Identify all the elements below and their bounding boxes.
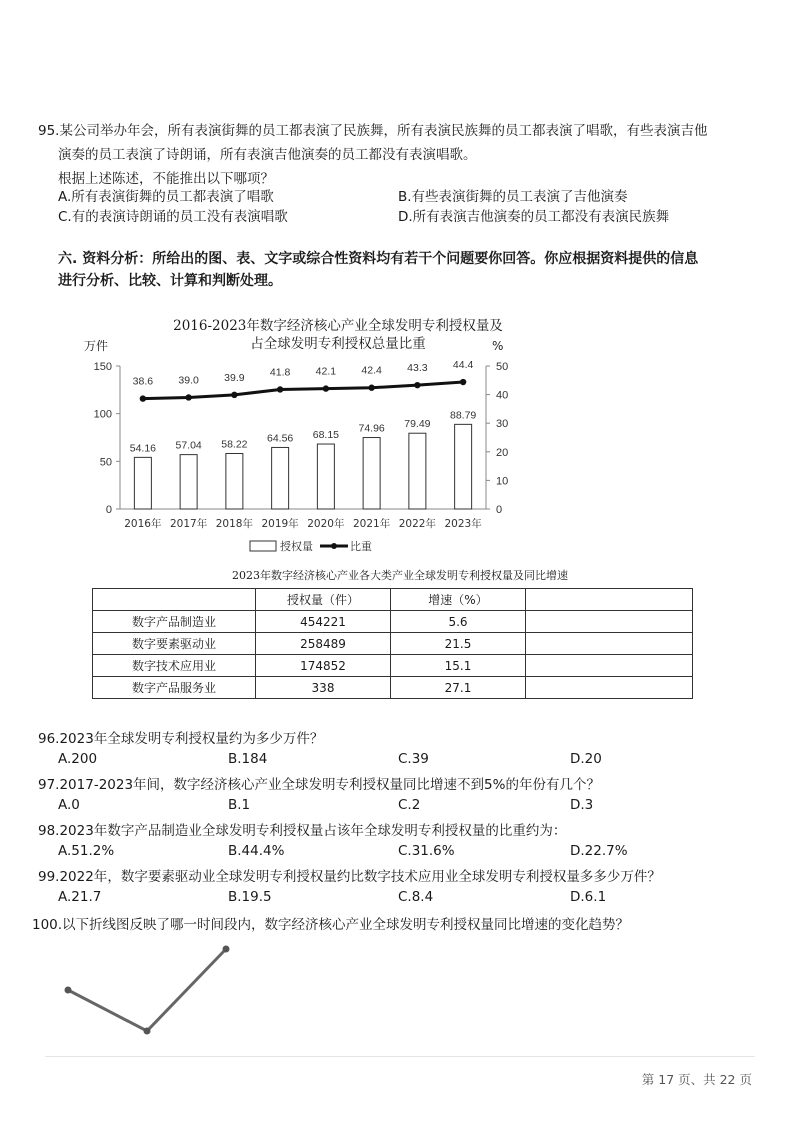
table-cell (526, 633, 693, 655)
bar-value-label: 88.79 (449, 409, 477, 422)
bar-series (134, 424, 471, 509)
legend-line-marker (331, 543, 337, 549)
footer-divider (45, 1056, 755, 1057)
table-cell (526, 611, 693, 633)
q97-option-b[interactable]: B.1 (228, 797, 251, 813)
section-6-heading-line1: 六. 资料分析：所给出的图、表、文字或综合性资料均有若干个问题要你回答。你应根据资料提供的信息 (58, 251, 699, 267)
bar (409, 433, 426, 509)
line-value-label: 39.0 (178, 374, 199, 387)
q99-option-b[interactable]: B.19.5 (228, 889, 272, 905)
sketch-point (223, 946, 230, 953)
table-header-cell (93, 589, 256, 611)
x-tick-label: 2022年 (398, 518, 436, 530)
line-value-label: 38.6 (132, 375, 154, 388)
x-tick-label: 2017年 (170, 518, 208, 530)
table-cell: 21.5 (391, 633, 526, 655)
table-cell (526, 677, 693, 699)
q95-stem-line1: 95.某公司举办年会，所有表演街舞的员工都表演了民族舞，所有表演民族舞的员工都表演了唱歌，有些表演吉他 (38, 123, 708, 139)
table-cell (526, 655, 693, 677)
table-row (93, 611, 693, 633)
table-cell: 数字产品服务业 (93, 677, 256, 699)
line-point (414, 382, 420, 388)
q100-stem: 100.以下折线图反映了哪一时间段内，数字经济核心产业全球发明专利授权量同比增速的变化趋势？ (32, 917, 630, 933)
x-tick-label: 2018年 (215, 518, 253, 530)
chart-legend (250, 539, 372, 553)
bar-value-label: 58.22 (221, 438, 248, 451)
patent-bar-line-chart (60, 308, 540, 558)
x-tick-label: 2019年 (261, 518, 299, 530)
left-tick-label: 50 (99, 456, 112, 469)
bar (180, 455, 197, 509)
bar (317, 444, 334, 509)
bar (226, 453, 243, 509)
bar (272, 447, 289, 509)
line-value-label: 43.3 (407, 362, 428, 375)
q98-option-c[interactable]: C.31.6% (398, 843, 455, 859)
q96-option-a[interactable]: A.200 (58, 751, 98, 767)
line-point (460, 379, 466, 385)
bar-value-label: 68.15 (312, 429, 340, 442)
q95-option-a[interactable]: A.所有表演街舞的员工都表演了唱歌 (58, 189, 274, 205)
bar-value-label: 74.96 (358, 422, 385, 435)
q97-option-d[interactable]: D.3 (570, 797, 594, 813)
bar-value-label: 79.49 (404, 418, 431, 431)
chart-title-line2: 占全球发明专利授权总量比重 (250, 336, 426, 352)
bar (363, 438, 380, 509)
line-point (277, 386, 283, 392)
table-header-row (93, 589, 693, 611)
table-cell: 数字要素驱动业 (93, 633, 256, 655)
x-tick-label: 2016年 (124, 518, 162, 530)
x-tick-label: 2021年 (353, 518, 391, 530)
q99-option-c[interactable]: C.8.4 (398, 889, 434, 905)
right-tick-label: 40 (496, 389, 509, 402)
q98-option-d[interactable]: D.22.7% (570, 843, 628, 859)
table-cell: 数字产品制造业 (93, 611, 256, 633)
bar (134, 457, 151, 509)
q95-question: 根据上述陈述，不能推出以下哪项？ (58, 171, 274, 187)
q99-option-a[interactable]: A.21.7 (58, 889, 102, 905)
q99-option-d[interactable]: D.6.1 (570, 889, 607, 905)
table-row (93, 655, 693, 677)
q98-option-b[interactable]: B.44.4% (228, 843, 285, 859)
legend-bar-swatch (250, 541, 276, 551)
q97-option-a[interactable]: A.0 (58, 797, 80, 813)
legend-bar-label: 授权量 (280, 540, 313, 553)
table-row (93, 633, 693, 655)
q95-option-b[interactable]: B.有些表演街舞的员工表演了吉他演奏 (398, 189, 628, 205)
q96-option-c[interactable]: C.39 (398, 751, 429, 767)
page-number: 第 17 页、共 22 页 (641, 1072, 752, 1087)
bar-value-label: 54.16 (129, 442, 157, 455)
right-tick-label: 20 (496, 446, 509, 459)
line-value-label: 44.4 (452, 359, 474, 372)
line-value-label: 42.1 (315, 365, 337, 378)
sketch-point (144, 1028, 151, 1035)
q96-option-d[interactable]: D.20 (570, 751, 602, 767)
bar-value-label: 64.56 (266, 432, 294, 445)
q99-stem: 99.2022年，数字要素驱动业全球发明专利授权量约比数字技术应用业全球发明专利授权量多多少万件？ (38, 869, 661, 885)
table-cell: 5.6 (391, 611, 526, 633)
q95-option-c[interactable]: C.有的表演诗朗诵的员工没有表演唱歌 (58, 209, 288, 225)
x-tick-label: 2023年 (444, 518, 482, 530)
q97-stem: 97.2017-2023年间，数字经济核心产业全球发明专利授权量同比增速不到5%的年份有几个？ (38, 777, 600, 793)
sketch-line (68, 949, 226, 1031)
bar (455, 424, 472, 509)
line-point (231, 392, 237, 398)
q96-stem: 96.2023年全球发明专利授权量约为多少万件？ (38, 731, 324, 747)
left-axis-unit: 万件 (84, 339, 109, 353)
q98-stem: 98.2023年数字产品制造业全球发明专利授权量占该年全球发明专利授权量的比重约为： (38, 823, 567, 839)
left-tick-label: 100 (93, 408, 112, 421)
industry-table (92, 588, 693, 699)
q98-option-a[interactable]: A.51.2% (58, 843, 115, 859)
table-header-cell: 授权量（件） (256, 589, 391, 611)
line-point (185, 394, 191, 400)
table-cell: 454221 (256, 611, 391, 633)
q95-option-d[interactable]: D.所有表演吉他演奏的员工都没有表演民族舞 (398, 209, 670, 225)
table-cell: 27.1 (391, 677, 526, 699)
q100-sketch-line-chart (50, 935, 250, 1045)
q97-option-c[interactable]: C.2 (398, 797, 421, 813)
q96-option-b[interactable]: B.184 (228, 751, 268, 767)
right-axis-unit: % (492, 339, 504, 353)
q95-stem-line2: 演奏的员工表演了诗朗诵，所有表演吉他演奏的员工都没有表演唱歌。 (58, 147, 477, 163)
line-point (368, 385, 374, 391)
table-cell: 338 (256, 677, 391, 699)
legend-line-label: 比重 (350, 540, 372, 553)
sketch-point (65, 987, 72, 994)
line-point (140, 395, 146, 401)
left-tick-label: 150 (93, 361, 112, 373)
line-value-label: 42.4 (361, 364, 382, 377)
bar-value-label: 57.04 (175, 439, 202, 452)
line-point (323, 385, 329, 391)
line-value-label: 39.9 (224, 371, 245, 384)
table-cell: 15.1 (391, 655, 526, 677)
right-tick-label: 30 (496, 418, 509, 431)
table-header-cell: 增速（%） (391, 589, 526, 611)
table-cell: 174852 (256, 655, 391, 677)
table-title: 2023年数字经济核心产业各大类产业全球发明专利授权量及同比增速 (232, 569, 568, 582)
table-row (93, 677, 693, 699)
line-value-label: 41.8 (269, 366, 291, 379)
right-tick-label: 0 (496, 504, 503, 516)
x-tick-label: 2020年 (307, 518, 345, 530)
right-tick-label: 50 (496, 361, 509, 373)
section-6-heading-line2: 进行分析、比较、计算和判断处理。 (58, 273, 282, 289)
table-cell: 数字技术应用业 (93, 655, 256, 677)
chart-title-line1: 2016-2023年数字经济核心产业全球发明专利授权量及 (173, 318, 503, 334)
table-header-cell (526, 589, 693, 611)
left-tick-label: 0 (105, 504, 112, 516)
table-cell: 258489 (256, 633, 391, 655)
right-tick-label: 10 (496, 475, 509, 488)
